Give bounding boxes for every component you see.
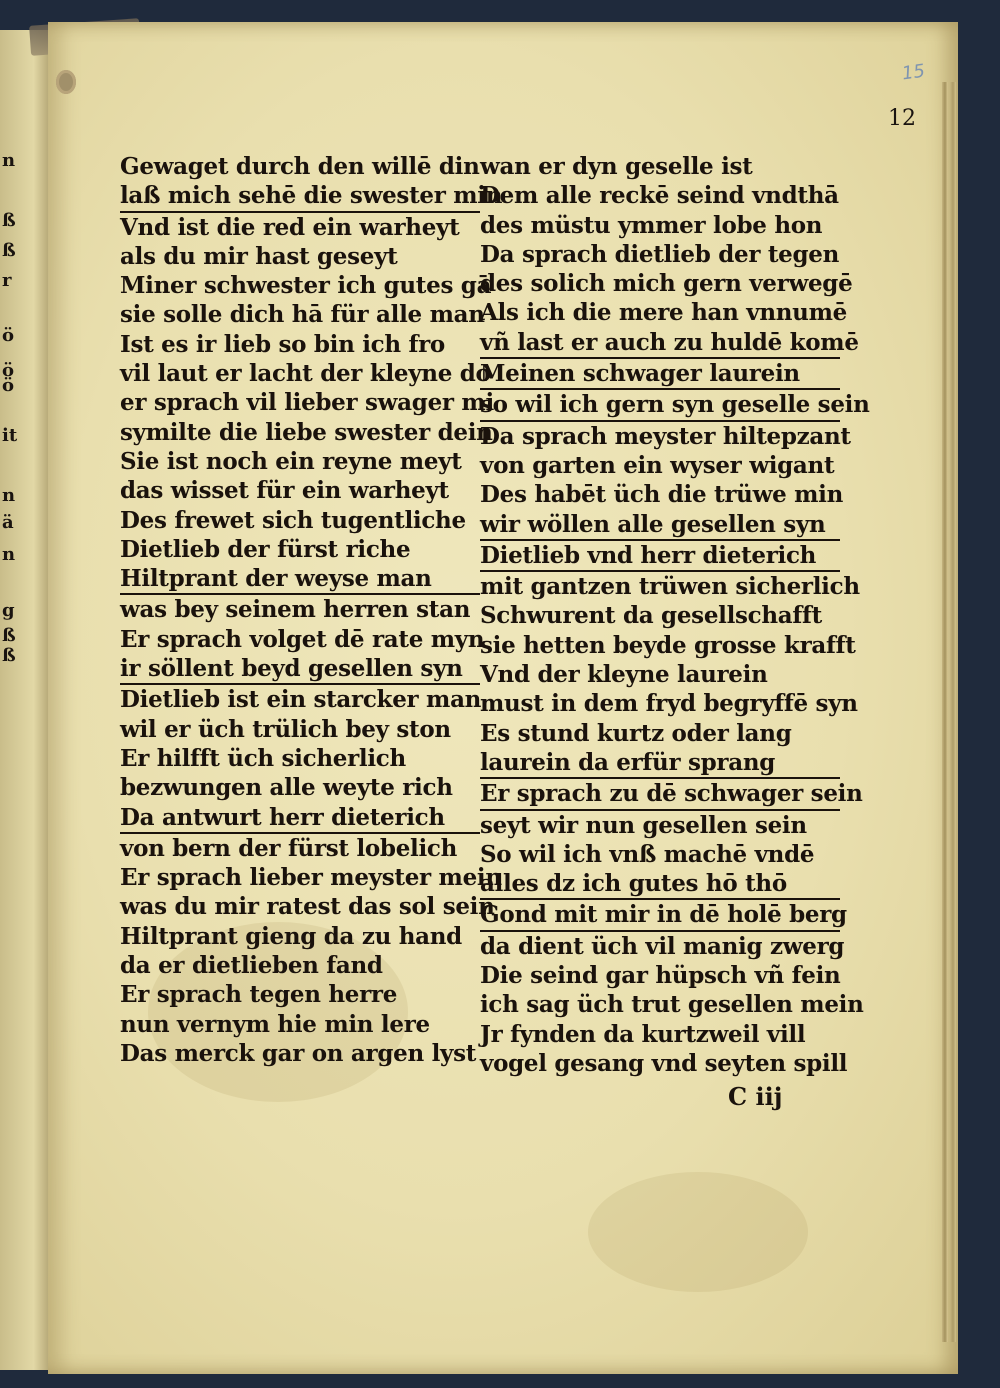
verse-line: er sprach vil lieber swager mi <box>120 389 494 417</box>
pencil-folio-number: 15 <box>900 60 927 85</box>
verse-line: wir wöllen alle gesellen syn <box>480 510 840 541</box>
verse-line: So wil ich vnß machē vndē <box>480 840 815 868</box>
verse-line: des müstu ymmer lobe hon <box>480 211 823 239</box>
verse-line: vogel gesang vnd seyten spill <box>480 1049 848 1077</box>
wormhole <box>56 70 76 94</box>
verse-line: Da antwurt herr dieterich <box>120 803 480 834</box>
page-edge-stack <box>942 82 948 1342</box>
verse-line: Da sprach meyster hiltepzant <box>480 422 851 450</box>
verse-line: Hiltprant der weyse man <box>120 564 480 595</box>
verse-line: Dietlieb ist ein starcker man <box>120 686 482 714</box>
margin-fragment: ß <box>2 240 16 261</box>
margin-fragment: g <box>2 600 15 621</box>
verse-line: Dem alle reckē seind vndthā <box>480 182 839 210</box>
verse-line: Meinen schwager laurein <box>480 359 840 390</box>
verse-line: Miner schwester ich gutes gā <box>120 272 492 300</box>
verse-line: vil laut er lacht der kleyne do <box>120 360 491 388</box>
margin-fragment: r <box>2 270 12 291</box>
verse-line: sie hetten beyde grosse krafft <box>480 631 856 659</box>
verse-line: Er sprach lieber meyster mein <box>120 864 502 892</box>
verse-line: bezwungen alle weyte rich <box>120 774 453 802</box>
verse-line: das wisset für ein warheyt <box>120 477 449 505</box>
margin-fragment: ö <box>2 360 15 381</box>
signature-mark: C iij <box>728 1082 783 1111</box>
verse-line: Schwurent da gesellschafft <box>480 602 822 630</box>
verse-line: Jr fynden da kurtzweil vill <box>480 1020 806 1048</box>
verse-line: Es stund kurtz oder lang <box>480 719 792 747</box>
verse-line: von garten ein wyser wigant <box>480 451 835 479</box>
ink-folio-number: 12 <box>888 106 916 131</box>
verse-line: was bey seinem herren stan <box>120 596 471 624</box>
verse-line: seyt wir nun gesellen sein <box>480 811 807 839</box>
verse-line: Da sprach dietlieb der tegen <box>480 240 840 268</box>
verse-line: vñ last er auch zu huldē komē <box>480 328 840 359</box>
verse-line: Gewaget durch den willē din <box>120 153 480 180</box>
verse-line: ir söllent beyd gesellen syn <box>120 654 480 685</box>
margin-fragment: ö <box>2 325 15 346</box>
margin-fragment: n <box>2 150 16 171</box>
verse-line: von bern der fürst lobelich <box>120 834 458 862</box>
verse-line: symilte die liebe swester dein <box>120 418 493 446</box>
verse-line: Die seind gar hüpsch vñ fein <box>480 962 841 990</box>
margin-fragment: ß <box>2 625 16 646</box>
verse-line: Dietlieb vnd herr dieterich <box>480 541 840 572</box>
verse-line: da er dietlieben fand <box>120 952 383 980</box>
facing-page-edge <box>0 30 48 1370</box>
verse-line: Als ich die mere han vnnumē <box>480 299 847 327</box>
margin-fragment: it <box>2 425 18 446</box>
verse-line: Das merck gar on argen lyst <box>120 1039 477 1067</box>
margin-fragment: n <box>2 544 16 565</box>
verse-line: so wil ich gern syn geselle sein <box>480 390 840 421</box>
verse-line: Er sprach tegen herre <box>120 981 398 1009</box>
verse-line: Des frewet sich tugentliche <box>120 506 466 534</box>
verse-line: Er hilfft üch sicherlich <box>120 744 406 772</box>
verse-line: Ist es ir lieb so bin ich fro <box>120 330 445 358</box>
verse-line: Sie ist noch ein reyne meyt <box>120 447 462 475</box>
text-column-right <box>480 152 870 1078</box>
verse-line: was du mir ratest das sol sein <box>120 893 495 921</box>
book-page <box>48 22 958 1374</box>
verse-line: Hiltprant gieng da zu hand <box>120 922 462 950</box>
verse-line: Dietlieb der fürst riche <box>120 535 411 563</box>
verse-line: laurein da erfür sprang <box>480 748 840 779</box>
verse-line: wil er üch trülich bey ston <box>120 715 451 743</box>
verse-line: ich sag üch trut gesellen mein <box>480 991 864 1019</box>
margin-fragment: ß <box>2 645 16 666</box>
verse-line: als du mir hast geseyt <box>120 242 398 270</box>
verse-line: Vnd ist die red ein warheyt <box>120 213 460 241</box>
verse-line: alles dz ich gutes hō thō <box>480 869 840 900</box>
verse-line: da dient üch vil manig zwerg <box>480 932 845 960</box>
verse-line: Er sprach volget dē rate myn <box>120 625 485 653</box>
verse-line: Er sprach zu dē schwager sein <box>480 779 840 810</box>
verse-line: Des habēt üch die trüwe min <box>480 481 844 509</box>
verse-line: Gond mit mir in dē holē berg <box>480 900 840 931</box>
margin-fragment: ö <box>2 375 15 396</box>
verse-line: sie solle dich hā für alle man <box>120 301 485 329</box>
verse-line: laß mich sehē die swester min <box>120 181 480 212</box>
verse-line: must in dem fryd begryffē syn <box>480 690 858 718</box>
margin-fragment: ä <box>2 512 14 533</box>
text-column-left <box>120 152 503 1068</box>
verse-line: Vnd der kleyne laurein <box>480 661 768 689</box>
margin-fragment: ß <box>2 210 16 231</box>
margin-fragment: n <box>2 485 16 506</box>
verse-line: wan er dyn geselle ist <box>480 153 753 180</box>
verse-line: mit gantzen trüwen sicherlich <box>480 573 860 601</box>
verse-line: nun vernym hie min lere <box>120 1010 430 1038</box>
paper-stain <box>588 1172 808 1292</box>
page-edge-stack <box>950 82 956 1342</box>
verse-line: des solich mich gern verwegē <box>480 270 853 298</box>
